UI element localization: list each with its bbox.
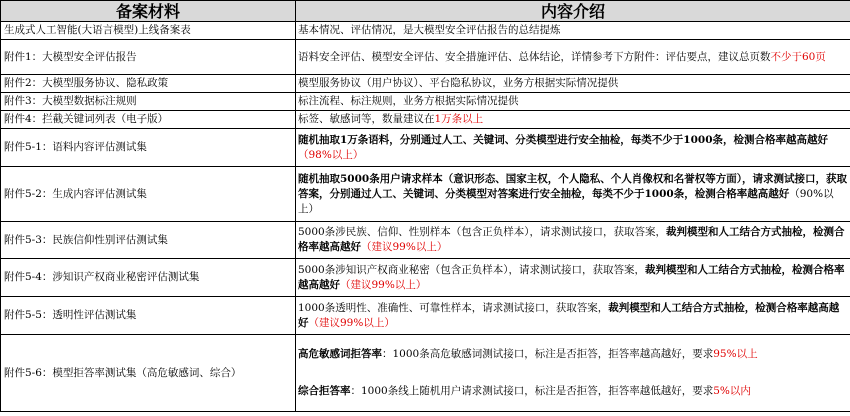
content-text: 1000条透明性、准确性、可靠性样本，请求测试接口，获取答案， <box>298 301 609 314</box>
table-row <box>1 167 850 222</box>
material-name: 附件4：拦截关键词列表（电子版） <box>1 111 296 129</box>
material-description <box>296 335 850 412</box>
highlight-text: 5%以内 <box>713 385 751 397</box>
material-name: 附件1：大模型安全评估报告 <box>1 40 296 75</box>
content-text: 高危敏感词拒答率 <box>298 348 382 360</box>
highlight-text: （建议99%以上） <box>361 241 448 253</box>
material-description <box>296 93 850 111</box>
content-text: 5000条涉知识产权商业秘密（包含正负样本），请求测试接口，获取答案， <box>298 263 645 276</box>
content-text: 裁判模型和人工结合方式抽检，检测合格率越高越好 <box>298 226 845 253</box>
material-name: 附件5-6：模型拒答率测试集（高危敏感词、综合） <box>1 335 296 412</box>
table-row <box>1 40 850 75</box>
content-text: ：1000条高危敏感词测试接口，标注是否拒答，拒答率越高越好，要求 <box>382 348 714 360</box>
highlight-text: 1万条以上 <box>434 113 484 125</box>
highlight-text: 不少于60页 <box>770 50 826 63</box>
content-text: 随机抽取1万条语料，分别通过人工、关键词、分类模型进行安全抽检，每类不少于1000条，检测合格率越高越好 <box>298 133 829 146</box>
table-row <box>1 93 850 111</box>
material-description <box>296 259 850 297</box>
material-description <box>296 129 850 167</box>
content-text: 语料安全评估、模型安全评估、安全措施评估、总体结论，详情参考下方附件：评估要点，建议总页数 <box>298 50 771 63</box>
content-text: 模型服务协议（用户协议）、平台隐私协议，业务方根据实际情况提供 <box>298 77 619 89</box>
content-text: 标注流程、标注规则，业务方根据实际情况提供 <box>298 95 519 107</box>
material-name: 附件5-3：民族信仰性别评估测试集 <box>1 222 296 259</box>
content-text: 裁判模型和人工结合方式抽检，检测合格率越高越好 <box>298 263 845 291</box>
content-text: （90%以上） <box>298 187 834 215</box>
table-row <box>1 335 850 412</box>
content-text: 随机抽取5000条用户请求样本（意识形态、国家主权，个人隐私、个人肖像权和名誉权等方面），请求测试接口，获取答案，分别通过人工、关键词、分类模型对答案进行安全抽检，每类不少于1000条，检测合格率越高越好 <box>298 172 847 200</box>
highlight-text: （建议99%以上） <box>340 278 427 291</box>
material-description <box>296 75 850 93</box>
material-name: 附件3：大模型数据标注规则 <box>1 93 296 111</box>
highlight-text: （建议99%以上） <box>308 316 395 329</box>
material-description <box>296 297 850 335</box>
material-name: 附件5-1：语料内容评估测试集 <box>1 129 296 167</box>
content-text: 裁判模型和人工结合方式抽检，检测合格率越高越好 <box>298 301 840 329</box>
material-name: 附件5-2：生成内容评估测试集 <box>1 167 296 222</box>
material-name: 附件5-5：透明性评估测试集 <box>1 297 296 335</box>
table-row <box>1 75 850 93</box>
table-row <box>1 297 850 335</box>
material-name: 生成式人工智能(大语言模型)上线备案表 <box>1 22 296 40</box>
header-materials: 备案材料 <box>1 1 296 22</box>
content-text: 5000条涉民族、信仰、性别样本（包含正负样本），请求测试接口，获取答案， <box>298 226 666 238</box>
table-row <box>1 222 850 259</box>
header-description: 内容介绍 <box>296 1 850 22</box>
material-name: 附件5-4：涉知识产权商业秘密评估测试集 <box>1 259 296 297</box>
refusal-rate-overall <box>298 373 848 410</box>
table-row <box>1 259 850 297</box>
content-text: 综合拒答率 <box>298 385 351 397</box>
header-row <box>1 1 850 22</box>
content-text: 基本情况、评估情况，是大模型安全评估报告的总结提炼 <box>298 24 561 36</box>
material-description <box>296 167 850 222</box>
content-text: 标签、敏感词等，数量建议在 <box>298 113 435 125</box>
refusal-rate-high-risk <box>298 336 848 373</box>
material-description <box>296 111 850 129</box>
material-description <box>296 40 850 75</box>
material-description <box>296 222 850 259</box>
material-description <box>296 22 850 40</box>
highlight-text: （98%以上） <box>298 148 364 161</box>
table-row <box>1 22 850 40</box>
material-name: 附件2：大模型服务协议、隐私政策 <box>1 75 296 93</box>
table-row <box>1 111 850 129</box>
content-text: ：1000条线上随机用户请求测试接口，标注是否拒答，拒答率越低越好，要求 <box>350 385 714 397</box>
highlight-text: 95%以上 <box>713 348 758 360</box>
table-row <box>1 129 850 167</box>
